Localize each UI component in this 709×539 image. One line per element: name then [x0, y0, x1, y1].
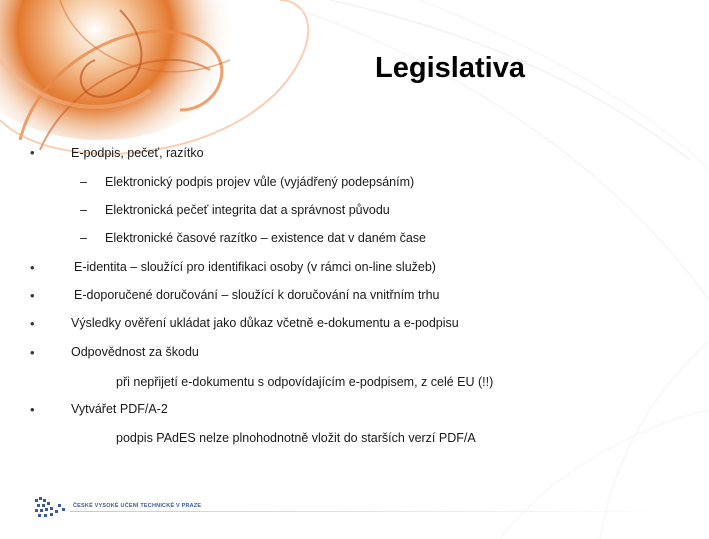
bullet-icon: •	[30, 260, 35, 275]
list-item: E-podpis, pečeť, razítko	[71, 146, 204, 160]
list-item: E-identita – sloužící pro identifikaci osoby (v rámci on-line služeb)	[74, 260, 436, 274]
dash-icon: –	[80, 175, 87, 189]
indented-paragraph: podpis PAdES nelze plnohodnotně vložit do starších verzí PDF/A	[116, 431, 476, 445]
dash-icon: –	[80, 203, 87, 217]
bullet-icon: •	[30, 402, 35, 417]
indented-paragraph: při nepřijetí e-dokumentu s odpovídajícím e-podpisem, z celé EU (!!)	[116, 375, 494, 389]
list-item: Vytvářet PDF/A-2	[71, 402, 168, 416]
bullet-icon: •	[30, 345, 35, 360]
bullet-icon: •	[30, 316, 35, 331]
dash-icon: –	[80, 231, 87, 245]
bullet-icon: •	[30, 145, 35, 160]
sub-list-item: Elektronický podpis projev vůle (vyjádřený podepsáním)	[105, 175, 415, 189]
footer-logo-text: ČESKÉ VYSOKÉ UČENÍ TECHNICKÉ V PRAZE	[73, 503, 202, 509]
slide-title: Legislativa	[375, 52, 525, 84]
sub-list-item: Elektronické časové razítko – existence dat v daném čase	[105, 231, 426, 245]
bullet-icon: •	[30, 288, 35, 303]
list-item: Výsledky ověření ukládat jako důkaz včetně e-dokumentu a e-podpisu	[71, 316, 459, 330]
sub-list-item: Elektronická pečeť integrita dat a správnost původu	[105, 203, 390, 217]
list-item: Odpovědnost za škodu	[71, 345, 199, 359]
list-item: E-doporučené doručování – sloužící k doručování na vnitřním trhu	[74, 288, 440, 302]
